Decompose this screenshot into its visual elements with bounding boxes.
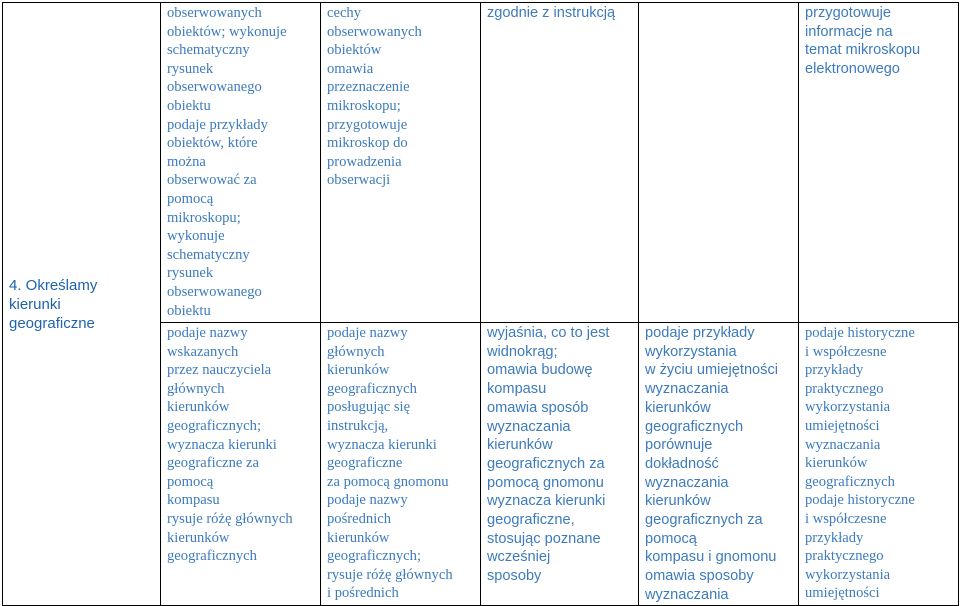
cell-text: podaje przykłady wykorzystania w życiu umiejętności wyznaczania kierunków geograficznych porównuje dokładność wyznaczania kierunków geograficznych za pomocą kompasu i gnomonu omawia sposoby wyznaczania bbox=[645, 325, 779, 603]
cell-text: podaje nazwy wskazanych przez nauczyciela głównych kierunków geograficznych; wyznacza kierunki geograficzne za pomocą kompasu rysuje różę głównych kierunków geograficznych bbox=[167, 325, 293, 565]
table-cell bbox=[321, 323, 481, 606]
topic-cell bbox=[3, 3, 161, 606]
requirements-table bbox=[2, 2, 959, 606]
table-cell bbox=[481, 323, 639, 606]
cell-text: wyjaśnia, co to jest widnokrąg; omawia budowę kompasu omawia sposób wyznaczania kierunków geograficznych za pomocą gnomonu wyznacza kierunki geograficzne, stosując poznane wcześniej sposoby bbox=[487, 325, 610, 585]
cell-text: podaje historyczne i współczesne przykłady praktycznego wykorzystania umiejętności wyznaczania kierunków geograficznych podaje historyczne i współczesne przykłady praktycznego wykorzystania umiejętności bbox=[805, 325, 915, 602]
cell-text: obserwowanych obiektów; wykonuje schematyczny rysunek obserwowanego obiektu podaje przykłady obiektów, które można obserwować za pomocą mikroskopu; wykonuje schematyczny rysunek obserwowanego obiektu bbox=[167, 5, 287, 319]
table-row bbox=[3, 3, 959, 323]
table-cell bbox=[799, 323, 959, 606]
topic-title: 4. Określamy kierunki geograficzne bbox=[9, 276, 98, 332]
table-cell bbox=[799, 3, 959, 323]
table-cell bbox=[161, 3, 321, 323]
cell-text: zgodnie z instrukcją bbox=[487, 5, 616, 21]
cell-text: cechy obserwowanych obiektów omawia przeznaczenie mikroskopu; przygotowuje mikroskop do prowadzenia obserwacji bbox=[327, 5, 422, 189]
table-cell bbox=[639, 323, 799, 606]
table-cell bbox=[639, 3, 799, 323]
table-cell bbox=[321, 3, 481, 323]
table-cell bbox=[481, 3, 639, 323]
table-cell bbox=[161, 323, 321, 606]
cell-text: podaje nazwy głównych kierunków geograficznych posługując się instrukcją, wyznacza kierunki geograficzne za pomocą gnomonu podaje nazwy pośrednich kierunków geograficznych; rysuje różę głównych i pośrednich bbox=[327, 325, 453, 602]
cell-text: przygotowuje informacje na temat mikroskopu elektronowego bbox=[805, 5, 921, 78]
